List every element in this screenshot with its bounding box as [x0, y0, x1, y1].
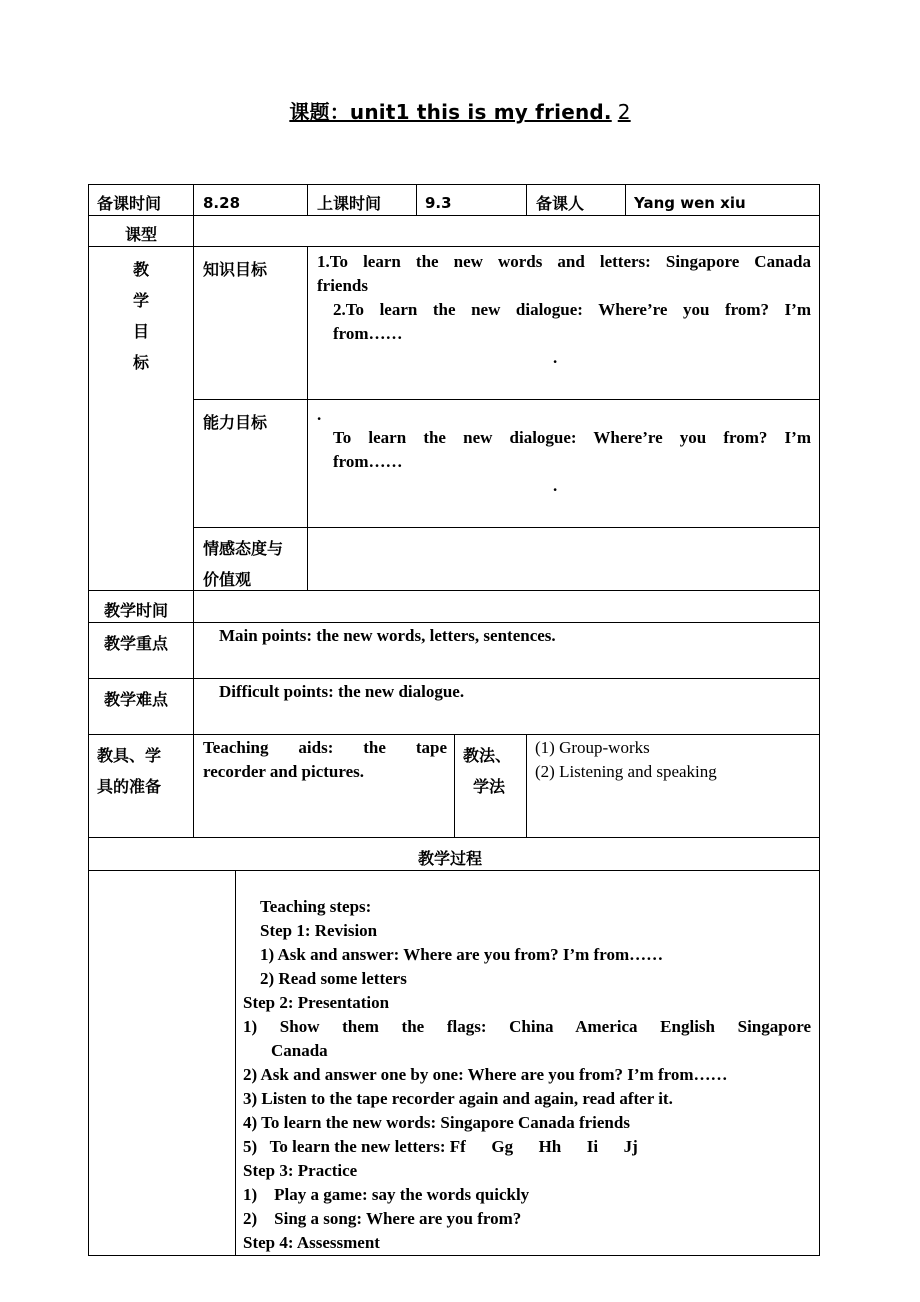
method-label-cell [454, 734, 527, 838]
objectives-char-4: 标 [133, 353, 150, 372]
step-3-item-1: 1) Play a game: say the words quickly [243, 1185, 530, 1204]
teaching-time-value-cell [193, 590, 820, 623]
emotion-label-line-1: 情感态度与 [203, 539, 284, 558]
aids-label-cell [88, 734, 194, 838]
key-points-label-cell [88, 622, 194, 679]
lesson-type-label: 课型 [125, 225, 158, 244]
objectives-label-cell [88, 246, 194, 591]
step-2-heading: Step 2: Presentation [243, 993, 390, 1012]
method-item-2: (2) Listening and speaking [535, 762, 717, 781]
ability-label: 能力目标 [203, 413, 268, 432]
process-left-cell [88, 870, 236, 1256]
step-4-heading: Step 4: Assessment [243, 1233, 380, 1252]
title-main: 课题：unit1 this is my friend. [289, 100, 612, 124]
aids-text-line-1: Teaching aids: the tape [203, 738, 447, 757]
class-time-label: 上课时间 [317, 194, 382, 213]
method-content-cell [526, 734, 820, 838]
ability-content-cell [307, 399, 820, 528]
difficult-points-label: 教学难点 [104, 690, 169, 709]
key-points-text: Main points: the new words, letters, sentences. [219, 626, 556, 645]
aids-label-line-2: 具的准备 [97, 777, 162, 796]
emotion-content-cell [307, 527, 820, 591]
difficult-points-content-cell [193, 678, 820, 735]
knowledge-dot: . [553, 348, 558, 367]
preparer-value: Yang wen xiu [634, 194, 746, 212]
knowledge-line-1b: friends [317, 276, 368, 295]
emotion-label-cell [193, 527, 308, 591]
teaching-time-label: 教学时间 [104, 601, 169, 620]
knowledge-line-1: 1.To learn the new words and letters: Singapore Canada [317, 252, 811, 271]
method-label-line-2: 学法 [473, 777, 506, 796]
objectives-char-1: 教 [133, 260, 150, 279]
ability-dot-top: . [317, 405, 322, 424]
key-points-label: 教学重点 [104, 634, 169, 653]
lesson-type-label-cell [88, 215, 194, 247]
preparer-label: 备课人 [536, 194, 585, 213]
knowledge-line-2: 2.To learn the new dialogue: Where’re you from? I’m [333, 300, 811, 319]
class-time-value-cell [416, 184, 527, 216]
ability-line-1b: from…… [333, 452, 403, 471]
aids-content-cell [193, 734, 455, 838]
page-title [0, 96, 920, 125]
preparer-label-cell [526, 184, 626, 216]
prep-time-label-cell [88, 184, 194, 216]
lesson-type-value-cell [193, 215, 820, 247]
step-1-item-2: 2) Read some letters [260, 969, 407, 988]
method-item-1: (1) Group-works [535, 738, 650, 757]
process-header-cell [88, 837, 820, 871]
steps-header: Teaching steps: [260, 897, 372, 916]
emotion-label-line-2: 价值观 [203, 570, 252, 589]
preparer-value-cell [625, 184, 820, 216]
knowledge-line-2b: from…… [333, 324, 403, 343]
aids-label-line-1: 教具、学 [97, 746, 162, 765]
step-2-item-3: 3) Listen to the tape recorder again and again, read after it. [243, 1089, 673, 1108]
ability-line-1: To learn the new dialogue: Where’re you from? I’m [333, 428, 811, 447]
step-2-item-5: 5) To learn the new letters: Ff Gg Hh Ii Jj [243, 1137, 638, 1156]
step-2-item-2: 2) Ask and answer one by one: Where are you from? I’m from…… [243, 1065, 728, 1084]
title-number: 2 [617, 100, 631, 124]
ability-label-cell [193, 399, 308, 528]
step-3-item-2: 2) Sing a song: Where are you from? [243, 1209, 522, 1228]
process-label: 教学过程 [418, 849, 483, 868]
knowledge-content-cell [307, 246, 820, 400]
step-2-item-1b: Canada [271, 1041, 328, 1060]
prep-time-value: 8.28 [203, 194, 241, 212]
class-time-value: 9.3 [425, 194, 452, 212]
teaching-time-label-cell [88, 590, 194, 623]
prep-time-label: 备课时间 [97, 194, 162, 213]
knowledge-label: 知识目标 [203, 260, 268, 279]
step-1-heading: Step 1: Revision [260, 921, 378, 940]
step-2-item-1: 1) Show them the flags: China America English Singapore [243, 1017, 811, 1036]
difficult-points-label-cell [88, 678, 194, 735]
objectives-char-3: 目 [133, 322, 150, 341]
knowledge-label-cell [193, 246, 308, 400]
aids-text-line-2: recorder and pictures. [203, 762, 365, 781]
step-2-item-4: 4) To learn the new words: Singapore Canada friends [243, 1113, 630, 1132]
ability-dot: . [553, 476, 558, 495]
class-time-label-cell [307, 184, 417, 216]
difficult-points-text: Difficult points: the new dialogue. [219, 682, 465, 701]
method-label-line-1: 教法、 [463, 746, 512, 765]
process-content-cell [235, 870, 820, 1256]
prep-time-value-cell [193, 184, 308, 216]
objectives-char-2: 学 [133, 291, 150, 310]
step-3-heading: Step 3: Practice [243, 1161, 358, 1180]
step-1-item-1: 1) Ask and answer: Where are you from? I’m from…… [260, 945, 664, 964]
key-points-content-cell [193, 622, 820, 679]
